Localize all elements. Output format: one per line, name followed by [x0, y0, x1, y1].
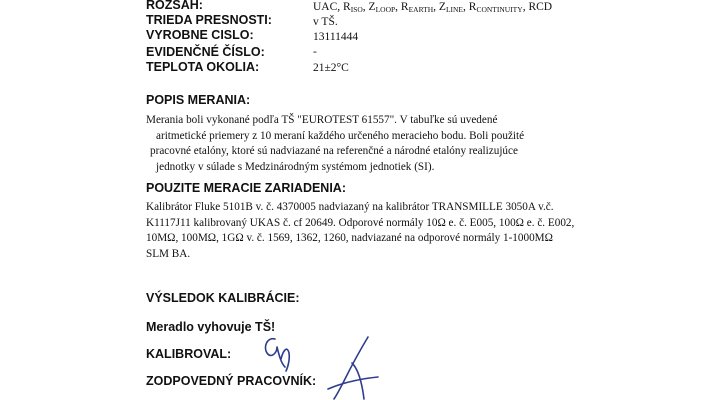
- zodpovedny-label: ZODPOVEDNÝ PRACOVNÍK:: [146, 374, 317, 388]
- evidencne-label: EVIDENČNÉ ČÍSLO:: [146, 45, 265, 59]
- range-rcd: RCD: [528, 1, 553, 13]
- range-zloop: $Z_{LOOP}$,: [368, 1, 399, 14]
- popis-line: Merania boli vykonané podľa TŠ "EUROTEST 61557". V tabuľke sú uvedené: [146, 114, 498, 126]
- zodpovedny-signature: [318, 333, 388, 400]
- trieda-label: TRIEDA PRESNOSTI:: [146, 13, 272, 27]
- kalibroval-signature: [255, 333, 295, 375]
- rozsah-label: ROZSAH:: [146, 0, 203, 12]
- zariadenia-paragraph: [146, 200, 574, 262]
- teplota-value: 21±2°C: [313, 62, 349, 74]
- popis-line: aritmetické priemery z 10 meraní každého určeného meracieho bodu. Boli použité: [156, 129, 525, 142]
- vysledok-heading: VÝSLEDOK KALIBRÁCIE:: [146, 291, 300, 305]
- range-riso: $R_{ISO}$,: [343, 1, 366, 14]
- popis-line: jednotky v súlade s Medzinárodným systémom jednotiek (SI).: [156, 160, 435, 173]
- vyrobne-label: VYROBNE CISLO:: [146, 28, 254, 42]
- vysledok-text: Meradlo vyhovuje TŠ!: [146, 320, 276, 334]
- range-zline: $Z_{LINE}$,: [438, 1, 466, 14]
- popis-paragraph: [146, 113, 524, 175]
- kalibroval-label: KALIBROVAL:: [146, 347, 232, 361]
- rozsah-value: [313, 1, 552, 14]
- teplota-label: TEPLOTA OKOLIA:: [146, 60, 260, 74]
- trieda-value: v TŠ.: [313, 16, 338, 28]
- popis-heading: POPIS MERANIA:: [146, 93, 251, 107]
- popis-line: pracovné etalóny, ktoré sú nadviazané na referenčné a národné etalóny realizujúce: [150, 145, 518, 157]
- range-uac: UAC,: [313, 1, 341, 13]
- evidencne-value: -: [313, 46, 317, 58]
- range-rcont: $R_{CONTINUITY}$,: [468, 1, 526, 14]
- zariadenia-line: K1117J11 kalibrovaný UKAS č. cf 20649. Odporové normály 10Ω e. č. E005, 100Ω e. č. E002,: [146, 216, 575, 229]
- range-rearth: $R_{EARTH}$,: [400, 1, 437, 14]
- zariadenia-line: SLM BA.: [146, 247, 191, 260]
- zariadenia-line: Kalibrátor Fluke 5101B v. č. 4370005 nadviazaný na kalibrátor TRANSMILLE 3050A v.č.: [146, 201, 554, 213]
- zariadenia-line: 10MΩ, 100MΩ, 1GΩ v. č. 1569, 1362, 1260, nadviazané na odporové normály 1-1000MΩ: [146, 232, 553, 244]
- vyrobne-value: 13111444: [313, 31, 359, 43]
- zariadenia-heading: POUZITE MERACIE ZARIADENIA:: [146, 181, 346, 195]
